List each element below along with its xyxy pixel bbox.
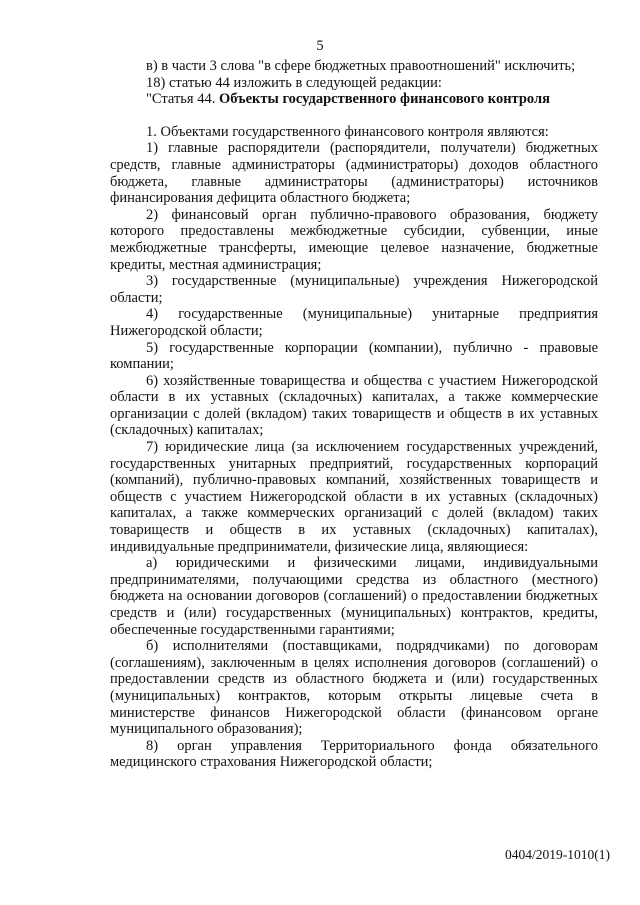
- list-item-5: 5) государственные корпорации (компании), публично - правовые компании;: [110, 339, 598, 373]
- list-item-6: 6) хозяйственные товарищества и общества с участием Нижегородской области в их уставных (складочных) капиталах, а также коммерческие организации с долей (вкладом) таких товариществ и обществ в их уставных (складочных) капиталах;: [110, 372, 598, 439]
- list-item-4: 4) государственные (муниципальные) унитарные предприятия Нижегородской области;: [110, 306, 598, 339]
- list-item-2: 2) финансовый орган публично-правового образования, бюджету которого предоставлены межбюджетные субсидии, субвенции, иные межбюджетные трансферты, имеющие целевое назначение, бюджетные кредиты, местная администрация;: [110, 206, 598, 273]
- list-item-7b: б) исполнителями (поставщиками, подрядчиками) по договорам (соглашениям), заключенным в целях исполнения договоров (соглашений) о предоставлении средств из областного бюджета и (или) государственных (муниципальных) контрактов, которым открыты лицевые счета в министерстве финансов Нижегородской области (финансовом органе муниципального образования);: [110, 638, 598, 738]
- list-item-3: 3) государственные (муниципальные) учреждения Нижегородской области;: [110, 273, 598, 306]
- list-item-8: 8) орган управления Территориального фонда обязательного медицинского страхования Нижегородской области;: [110, 737, 598, 771]
- paragraph-amendment-3: в) в части 3 слова "в сфере бюджетных правоотношений" исключить;: [146, 58, 576, 74]
- list-item-1: 1) главные распорядители (распорядители, получатели) бюджетных средств, главные администраторы (администраторы) доходов областного бюджета, главные администраторы (администраторы) источников финансирования дефицита областного бюджета;: [110, 140, 598, 207]
- document-code: 0404/2019-1010(1): [505, 847, 610, 862]
- article-heading-title: Объекты государственного финансового контроля: [218, 91, 550, 108]
- paragraph-objects-intro: 1. Объектами государственного финансового контроля являются:: [146, 123, 549, 140]
- page-number: 5: [316, 38, 324, 54]
- article-heading-prefix: "Статья 44.: [146, 91, 216, 108]
- paragraph-amendment-18: 18) статью 44 изложить в следующей редакции:: [146, 74, 442, 91]
- article-heading: [110, 91, 598, 108]
- document-body: [110, 58, 598, 771]
- list-item-7: 7) юридические лица (за исключением государственных учреждений, государственных унитарных предприятий, государственных корпораций (компаний), публично-правовых компаний, хозяйственных товариществ и обществ с участием Нижегородской области в их уставных (складочных) капиталах, а также коммерческих организаций с долей (вкладом) таких товариществ и обществ в их уставных (складочных) капиталах), индивидуальные предприниматели, физические лица, являющиеся:: [110, 439, 598, 555]
- list-item-7a: а) юридическими и физическими лицами, индивидуальными предпринимателями, получающими средства из областного (местного) бюджета на основании договоров (соглашений) о предоставлении бюджетных средств и (или) государственных (муниципальных) контрактов, кредиты, обеспеченные государственными гарантиями;: [110, 555, 598, 638]
